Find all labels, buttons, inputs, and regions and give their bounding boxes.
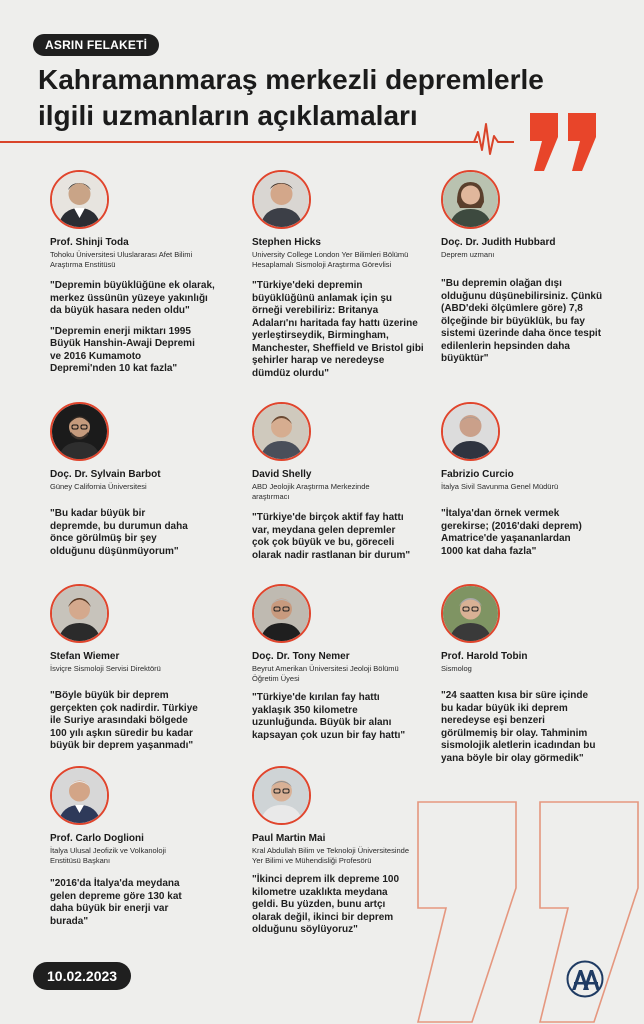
expert-role: ABD Jeolojik Araştırma Merkezinde araştırmacı xyxy=(252,482,370,501)
expert-name: Fabrizio Curcio xyxy=(441,469,514,480)
aa-logo-icon xyxy=(566,960,604,998)
expert-quote: "Depremin büyüklüğüne ek olarak, merkez üssünün yüzeye yakınlığı da büyük hasara neden oldu" xyxy=(50,280,215,316)
expert-role: Beyrut Amerikan Üniversitesi Jeoloji Bölümü Öğretim Üyesi xyxy=(252,664,399,683)
header-badge: ASRIN FELAKETİ xyxy=(33,34,159,56)
heartbeat-icon xyxy=(466,118,514,158)
expert-card-sylvain-barbot xyxy=(50,402,228,558)
avatar xyxy=(50,584,109,643)
expert-quote: "Türkiye'deki depremin büyüklüğünü anlamak için şu örneği verebiliriz: Britanya Adaları'nı haritada fay hattı üzerine yerleştirseydik, Birmingham, Manchester, Sheffield ve Bristol gibi şehirler harap ve neredeyse dümdüz olurdu" xyxy=(252,280,424,379)
expert-quote: "Türkiye'de kırılan fay hattı yaklaşık 350 kilometre uzunluğunda. Büyük bir alanı kapsayan çok uzun bir fay hattı" xyxy=(252,692,406,741)
expert-card-david-shelly xyxy=(252,402,430,562)
expert-card-harold-tobin xyxy=(441,584,619,765)
expert-quote: "Depremin enerji miktarı 1995 Büyük Hanshin-Awaji Depremi ve 2016 Kumamoto Depremi'nden 10 kat fazla" xyxy=(50,325,195,374)
expert-quote: "İkinci deprem ilk depreme 100 kilometre uzaklıkta meydana geldi. Bu yüzden, bunu artçı olarak değil, ikinci bir deprem olduğunu söylüyoruz" xyxy=(252,874,400,935)
expert-role: Kral Abdullah Bilim ve Teknoloji Üniversitesinde Yer Bilimi ve Mühendisliği Profesörü xyxy=(252,846,410,865)
avatar xyxy=(441,170,500,229)
expert-card-stephen-hicks xyxy=(252,170,430,380)
expert-quote: "24 saatten kısa bir süre içinde bu kadar büyük iki deprem neredeyse eşi benzeri görülmemiş bir olay. Tahminim sismolojik aletlerin icadından bu yana böyle bir olay görmedik" xyxy=(441,690,596,764)
expert-card-carlo-doglioni xyxy=(50,766,228,928)
avatar xyxy=(252,402,311,461)
avatar xyxy=(50,766,109,825)
expert-role: Güney California Üniversitesi xyxy=(50,482,147,491)
expert-quote: "Türkiye'de birçok aktif fay hattı var, meydana gelen depremler çok çok büyük ve bu, göreceli olarak nadir rastlanan bir durum" xyxy=(252,512,411,561)
expert-role: İtalya Ulusal Jeofizik ve Volkanoloji Enstitüsü Başkanı xyxy=(50,846,166,865)
header-rule xyxy=(0,141,478,143)
expert-quote: "Bu kadar büyük bir depremde, bu durumun daha önce görülmüş bir şey olduğunu düşünmüyorum" xyxy=(50,508,188,557)
expert-card-fabrizio-curcio xyxy=(441,402,619,558)
avatar xyxy=(252,170,311,229)
expert-card-stefan-wiemer xyxy=(50,584,228,753)
expert-role: İtalya Sivil Savunma Genel Müdürü xyxy=(441,482,559,491)
avatar xyxy=(441,584,500,643)
expert-name: Prof. Carlo Doglioni xyxy=(50,833,144,844)
avatar xyxy=(441,402,500,461)
expert-name: Stefan Wiemer xyxy=(50,651,120,662)
expert-role: University College London Yer Bilimleri Bölümü Hesaplamalı Sismoloji Araştırma Görevlisi xyxy=(252,250,409,269)
expert-name: Doç. Dr. Judith Hubbard xyxy=(441,237,556,248)
expert-role: Tohoku Üniversitesi Uluslararası Afet Bilimi Araştırma Enstitüsü xyxy=(50,250,193,269)
expert-quote: "İtalya'dan örnek vermek gerekirse; (2016'daki deprem) Amatrice'de yaşananlardan 1000 kat daha fazla" xyxy=(441,508,582,557)
expert-name: Paul Martin Mai xyxy=(252,833,326,844)
expert-name: Doç. Dr. Sylvain Barbot xyxy=(50,469,161,480)
expert-quote: "Böyle büyük bir deprem gerçekten çok nadirdir. Türkiye ile Suriye arasındaki bölgede 100 yılı aşkın süredir bu kadar büyük bir deprem yaşanmadı" xyxy=(50,690,198,751)
avatar xyxy=(252,584,311,643)
expert-card-paul-martin-mai xyxy=(252,766,430,937)
expert-name: Doç. Dr. Tony Nemer xyxy=(252,651,350,662)
expert-role: Sismolog xyxy=(441,664,472,673)
expert-role: İsviçre Sismoloji Servisi Direktörü xyxy=(50,664,161,673)
expert-card-judith-hubbard xyxy=(441,170,619,366)
expert-role: Deprem uzmanı xyxy=(441,250,495,259)
date-badge: 10.02.2023 xyxy=(33,962,131,990)
quotation-mark-icon xyxy=(528,111,600,173)
avatar xyxy=(50,402,109,461)
avatar xyxy=(252,766,311,825)
quotation-outline-icon xyxy=(412,798,644,1024)
avatar xyxy=(50,170,109,229)
expert-quote: "2016'da İtalya'da meydana gelen depreme göre 130 kat daha büyük bir enerji var burada" xyxy=(50,878,182,927)
page-title: Kahramanmaraş merkezli depremlerle ilgili uzmanların açıklamaları xyxy=(38,64,544,131)
expert-name: David Shelly xyxy=(252,469,312,480)
expert-name: Prof. Harold Tobin xyxy=(441,651,528,662)
expert-name: Prof. Shinji Toda xyxy=(50,237,129,248)
expert-quote: "Bu depremin olağan dışı olduğunu düşünebilirsiniz. Çünkü (ABD'deki ölçümlere göre) 7,8 ölçeğinde bir büyüklük, bu fay sistemi üzerinde daha önce tespit edilenlerin hepsinden daha büyüktür" xyxy=(441,278,603,364)
expert-card-shinji-toda xyxy=(50,170,228,376)
expert-name: Stephen Hicks xyxy=(252,237,321,248)
expert-card-tony-nemer xyxy=(252,584,430,742)
